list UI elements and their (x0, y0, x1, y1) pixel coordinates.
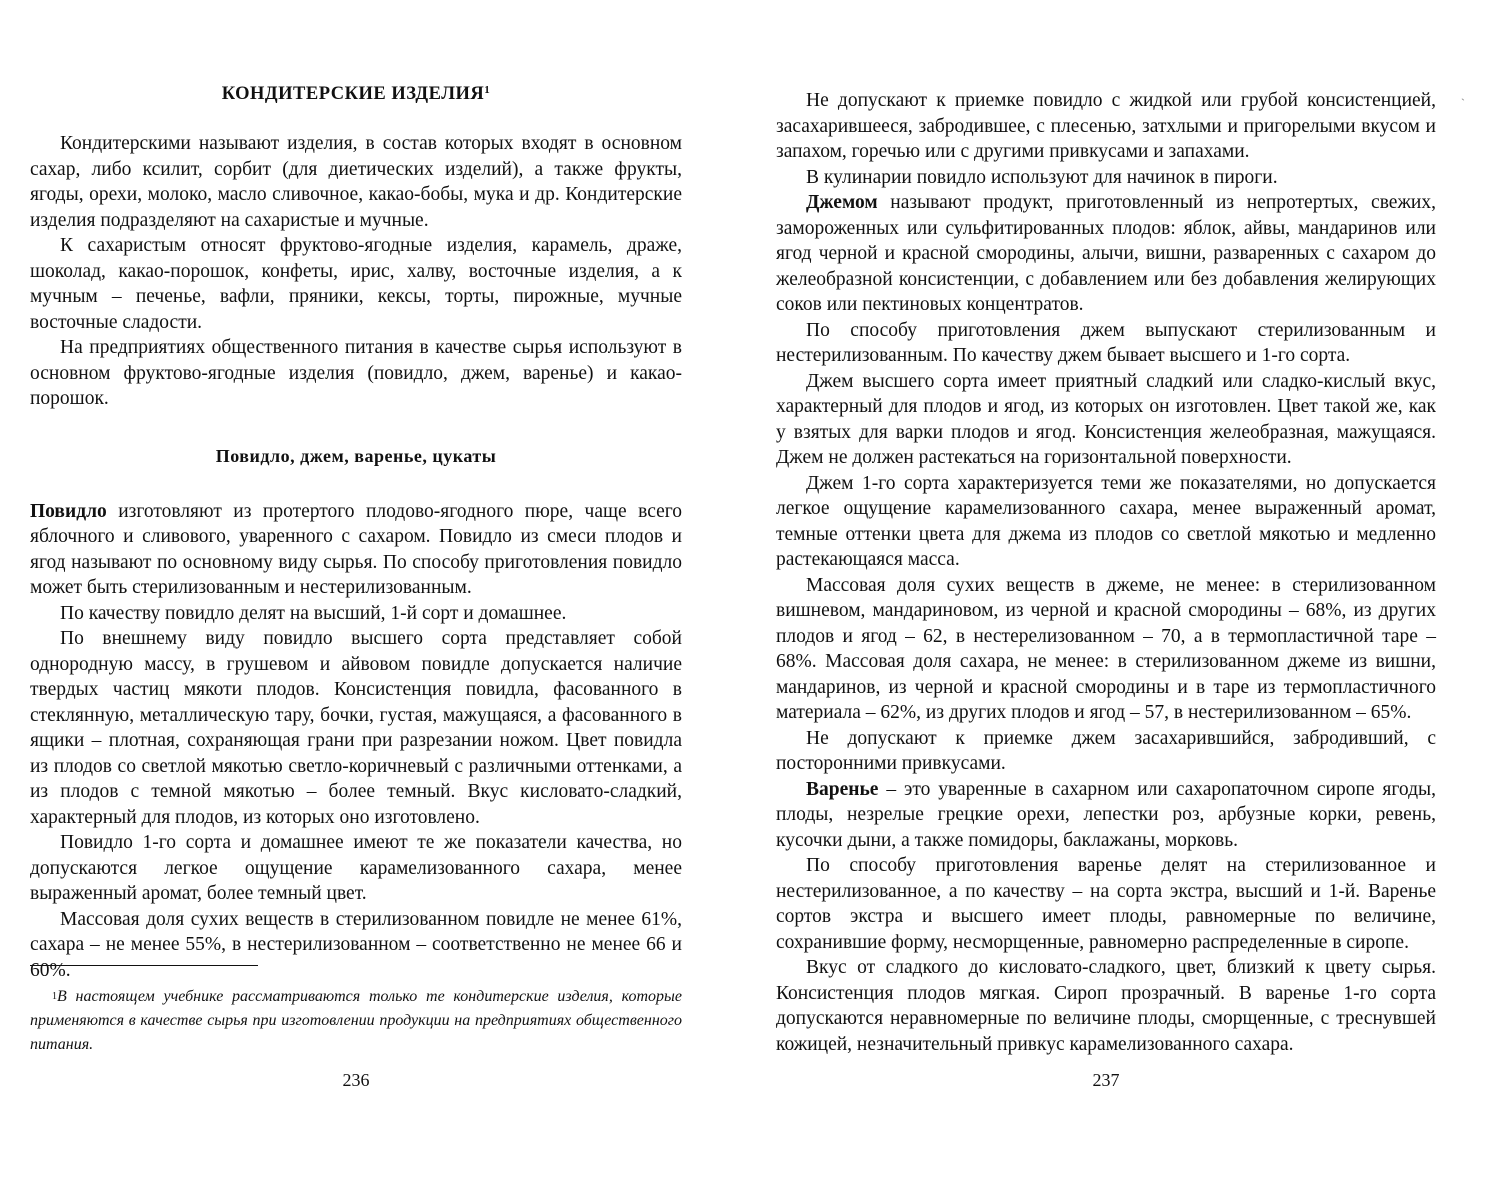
jam-definition-text: называют продукт, приготовленный из непротертых, свежих, замороженных или сульфитированных плодов: яблок, айвы, мандаринов или ягод черной и красной смородины, алычи, вишни, разваренных с сахаром до желеобразной консистенции, с добавлением или без добавления желирующих соков или пектиновых концентратов. (776, 192, 1436, 315)
body-paragraph: В кулинарии повидло используют для начинок в пироги. (806, 166, 1278, 188)
varenye-definition-text: – это уваренные в сахарном или сахаропаточном сиропе ягоды, плоды, незрелые грецкие орехи, лепестки роз, арбузные корки, ревень, кусочки дыни, а также помидоры, баклажаны, морковь. (776, 778, 1436, 851)
body-paragraph: По способу приготовления джем выпускают стерилизованным и нестерилизованным. По качеству джем бывает высшего и 1-го сорта. (776, 319, 1436, 366)
left-page-content (30, 84, 682, 983)
jam-definition-paragraph (776, 190, 1436, 318)
footnote (30, 985, 682, 1057)
footnote-text: В настоящем учебнике рассматриваются только те кондитерские изделия, которые применяются в качестве сырья при изготовлении продукции на предприятиях общественного питания. (30, 988, 682, 1053)
right-page (776, 0, 1436, 1190)
povidlo-definition-paragraph (30, 499, 682, 601)
section-paragraph: Повидло 1-го сорта и домашнее имеют те же показатели качества, но допускаются легкое ощущение карамелизованного сахара, менее выраженный аромат, более темный цвет. (30, 832, 682, 904)
body-paragraph: По способу приготовления варенье делят на стерилизованное и нестерилизованное, а по качеству – на сорта экстра, высший и 1-й. Варенье сортов экстра и высшего имеет плоды, равномерные по величине, сохранившие форму, несморщенные, равномерно распределенные в сиропе. (776, 855, 1436, 953)
varenye-term: Варенье (806, 778, 879, 800)
chapter-title (30, 84, 682, 105)
body-paragraph: Джем 1-го сорта характеризуется теми же показателями, но допускается легкое ощущение карамелизованного сахара, менее выраженный аромат, темные оттенки цвета для джема из плодов со светлой мякотью и медленно растекающаяся масса. (776, 472, 1436, 570)
intro-paragraph: На предприятиях общественного питания в качестве сырья используют в основном фруктово-ягодные изделия (повидло, джем, варенье) и какао-порошок. (30, 337, 682, 409)
section-title: Повидло, джем, варенье, цукаты (215, 445, 497, 466)
footnote-separator (30, 965, 258, 966)
body-paragraph: Не допускают к приемке джем засахарившийся, забродивший, с посторонними привкусами. (776, 727, 1436, 774)
footnote-marker: 1 (52, 991, 57, 1002)
povidlo-definition-text: изготовляют из протертого плодово-ягодного пюре, чаще всего яблочного и сливового, уваренного с сахаром. Повидло из смеси плодов и ягод называют по основному виду сырья. По способу приготовления повидло может быть стерилизованным и нестерилизованным. (30, 500, 682, 598)
chapter-title-text: КОНДИТЕРСКИЕ ИЗДЕЛИЯ (221, 84, 485, 104)
chapter-title-footnote-marker: 1 (484, 84, 491, 96)
margin-mark: ˋ (1461, 96, 1465, 110)
body-paragraph: Не допускают к приемке повидло с жидкой или грубой консистенцией, засахарившееся, забродившее, с плесенью, затхлыми и пригорелыми вкусом и запахом, горечью или с другими привкусами и запахами. (776, 90, 1436, 162)
intro-paragraph: К сахаристым относят фруктово-ягодные изделия, карамель, драже, шоколад, какао-порошок, конфеты, ирис, халву, восточные изделия, а к мучным – печенье, вафли, пряники, кексы, торты, пирожные, мучные восточные сладости. (30, 235, 682, 333)
intro-paragraph: Кондитерскими называют изделия, в состав которых входят в основном сахар, либо ксилит, сорбит (для диетических изделий), а также фрукты, ягоды, орехи, молоко, масло сливочное, какао-бобы, мука и др. Кондитерские изделия подразделяют на сахаристые и мучные. (30, 133, 682, 231)
right-page-content (776, 88, 1436, 1057)
page-number-left: 236 (342, 1070, 370, 1090)
section-paragraph: По качеству повидло делят на высший, 1-й сорт и домашнее. (60, 602, 567, 624)
povidlo-term: Повидло (30, 500, 107, 522)
body-paragraph: Массовая доля сухих веществ в джеме, не менее: в стерилизованном вишневом, мандариновом, из черной и красной смородины – 68%, из других плодов и ягод – 62, в нестерелизованном – 70, а в термопластичной таре – 68%. Массовая доля сахара, не менее: в стерилизованном джеме из вишни, мандаринов, из черной и красной смородины и в таре из термопластичного материала – 62%, из других плодов и ягод – 57, в нестерилизованном – 65%. (776, 574, 1436, 723)
left-page (30, 0, 682, 1190)
page-number-right: 237 (1092, 1070, 1120, 1090)
jam-term: Джемом (806, 192, 878, 213)
body-paragraph: Вкус от сладкого до кисловато-сладкого, цвет, близкий к цвету сырья. Консистенция плодов мягкая. Сироп прозрачный. В варенье 1-го сорта допускаются неравномерные по величине плоды, сморщенные, с треснувшей кожицей, незначительный привкус карамелизованного сахара. (776, 957, 1436, 1055)
varenye-definition-paragraph (776, 777, 1436, 854)
body-paragraph: Джем высшего сорта имеет приятный сладкий или сладко-кислый вкус, характерный для плодов и ягод, из которых он изготовлен. Цвет такой же, как у взятых для варки плодов и ягод. Консистенция желеобразная, мажущаяся. Джем не должен растекаться на горизонтальной поверхности. (776, 370, 1436, 468)
section-paragraph: По внешнему виду повидло высшего сорта представляет собой однородную массу, в грушевом и айвовом повидле допускается наличие твердых частиц мякоти плодов. Консистенция повидла, фасованного в стеклянную, металлическую тару, бочки, густая, мажущаяся, а фасованного в ящики – плотная, сохраняющая грани при разрезании ножом. Цвет повидла из плодов со светлой мякотью светло-коричневый с различными оттенками, а из плодов с темной мякотью – более темный. Вкус кисловато-сладкий, характерный для плодов, из которых оно изготовлено. (30, 628, 682, 828)
section-paragraph: Массовая доля сухих веществ в стерилизованном повидле не менее 61%, сахара – не менее 55%, в нестерилизованном – соответственно не менее 66 и 60%. (30, 908, 682, 981)
